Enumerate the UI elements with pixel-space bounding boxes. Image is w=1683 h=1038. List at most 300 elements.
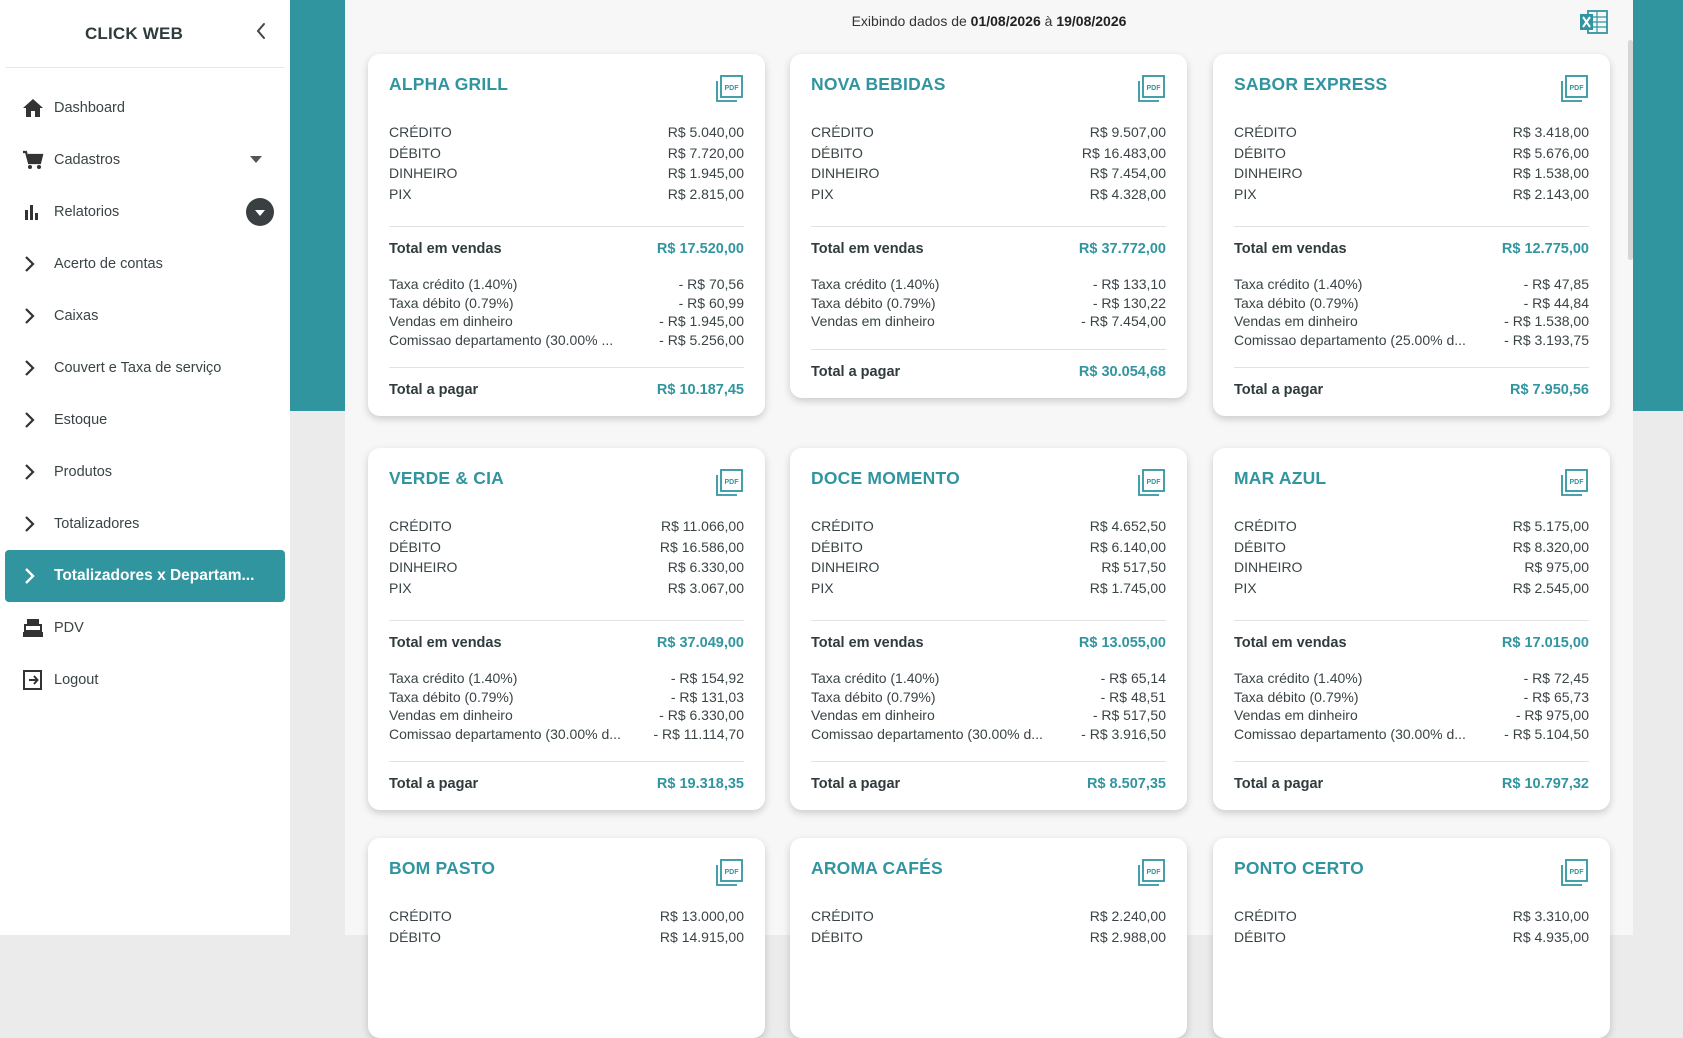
payment-value: R$ 4.652,50	[1089, 518, 1166, 534]
logout-icon	[22, 667, 48, 693]
payment-value: R$ 5.175,00	[1512, 518, 1589, 534]
deduction-value: - R$ 60,99	[678, 294, 744, 311]
department-card	[1213, 448, 1610, 810]
divider	[389, 367, 744, 368]
payment-row	[389, 122, 744, 143]
deduction-label: Taxa crédito (1.40%)	[811, 670, 940, 686]
payment-value: R$ 4.935,00	[1512, 928, 1589, 945]
total-sales-value: R$ 17.520,00	[656, 241, 744, 257]
card-title: BOM PASTO	[389, 858, 496, 878]
main-content	[345, 0, 1633, 945]
total-pay-value: R$ 7.950,56	[1509, 382, 1589, 398]
payments-list	[1234, 516, 1589, 598]
deduction-value: - R$ 72,45	[1523, 670, 1589, 686]
payment-row	[811, 557, 1166, 578]
deduction-row	[389, 725, 744, 744]
pdf-icon	[1559, 85, 1589, 108]
date-from: 01/08/2026	[970, 13, 1041, 29]
pdf-icon	[1559, 869, 1589, 892]
total-pay-value: R$ 10.797,32	[1501, 776, 1589, 792]
total-pay-label: Total a pagar	[811, 363, 901, 380]
header-band-left	[290, 0, 345, 411]
deduction-label: Taxa crédito (1.40%)	[389, 276, 518, 292]
total-sales-value: R$ 37.772,00	[1078, 241, 1166, 257]
deduction-value: - R$ 65,73	[1523, 688, 1589, 705]
payments-list	[811, 516, 1166, 598]
payment-row	[1234, 927, 1589, 948]
payments-list	[389, 516, 744, 598]
sidebar-item-produtos[interactable]	[0, 446, 290, 498]
department-card	[790, 54, 1187, 398]
deduction-label: Taxa crédito (1.40%)	[389, 670, 518, 686]
sidebar-item-logout[interactable]	[0, 654, 290, 706]
payment-value: R$ 5.676,00	[1512, 144, 1589, 161]
card-title: ALPHA GRILL	[389, 74, 509, 94]
divider	[1234, 620, 1589, 621]
payment-value: R$ 1.745,00	[1089, 579, 1166, 596]
divider	[1234, 226, 1589, 227]
payment-value: R$ 5.040,00	[667, 124, 744, 140]
deduction-row	[1234, 294, 1589, 313]
deduction-label: Vendas em dinheiro	[811, 707, 935, 723]
deduction-label: Taxa débito (0.79%)	[389, 294, 514, 311]
deduction-value: - R$ 3.193,75	[1504, 331, 1589, 348]
deduction-value: - R$ 48,51	[1100, 688, 1166, 705]
deduction-value: - R$ 154,92	[670, 670, 744, 686]
total-sales-label: Total em vendas	[389, 635, 502, 651]
total-sales-row	[389, 241, 744, 257]
payment-method: PIX	[811, 185, 834, 202]
pdf-icon	[1136, 85, 1166, 108]
deduction-row	[389, 688, 744, 707]
chevron-right-icon	[22, 511, 48, 537]
payment-method: CRÉDITO	[389, 908, 452, 924]
deduction-label: Taxa crédito (1.40%)	[1234, 276, 1363, 292]
sidebar-item-totalizadores[interactable]	[0, 498, 290, 550]
pdf-export-button[interactable]	[1136, 74, 1166, 104]
sidebar-item-caixas[interactable]	[0, 290, 290, 342]
payments-list	[811, 906, 1166, 947]
deduction-row	[1234, 688, 1589, 707]
deduction-label: Comissao departamento (25.00% d...	[1234, 331, 1466, 348]
excel-icon	[1579, 9, 1609, 35]
sidebar-item-relatorios[interactable]	[0, 186, 290, 238]
total-pay-row	[811, 776, 1166, 792]
sidebar-item-label: Relatorios	[54, 204, 120, 220]
sidebar-item-label: Dashboard	[54, 100, 125, 116]
total-pay-row	[811, 364, 1166, 380]
deduction-row	[1234, 669, 1589, 688]
total-pay-row	[1234, 382, 1589, 398]
cart-icon	[22, 147, 48, 173]
sidebar-item-label: Totalizadores	[54, 516, 140, 532]
deduction-value: - R$ 70,56	[678, 276, 744, 292]
sidebar-item-totalizadores-departamento[interactable]	[5, 550, 285, 602]
deduction-label: Comissao departamento (30.00% d...	[811, 725, 1043, 742]
payment-method: CRÉDITO	[1234, 518, 1297, 534]
total-pay-row	[389, 776, 744, 792]
deduction-label: Vendas em dinheiro	[389, 313, 513, 329]
sidebar-item-label: Estoque	[54, 412, 108, 428]
payment-method: DINHEIRO	[811, 559, 880, 575]
payment-value: R$ 6.140,00	[1089, 538, 1166, 555]
payment-method: DINHEIRO	[389, 165, 458, 181]
deduction-row	[811, 706, 1166, 725]
payment-row	[1234, 516, 1589, 537]
total-pay-label: Total a pagar	[389, 776, 479, 792]
payment-row	[389, 184, 744, 205]
deduction-row	[1234, 275, 1589, 294]
date-range-prefix: Exibindo dados de	[851, 13, 967, 29]
payment-row	[811, 516, 1166, 537]
total-sales-row	[389, 635, 744, 651]
total-sales-row	[811, 635, 1166, 651]
pdf-export-button[interactable]	[714, 468, 744, 498]
total-pay-row	[389, 382, 744, 398]
deduction-row	[811, 669, 1166, 688]
svg-text:PDF: PDF	[1569, 479, 1584, 486]
payment-row	[389, 578, 744, 599]
deduction-value: - R$ 44,84	[1523, 294, 1589, 311]
total-sales-label: Total em vendas	[1234, 241, 1347, 257]
payment-value: R$ 6.330,00	[667, 559, 744, 575]
payment-method: CRÉDITO	[1234, 124, 1297, 140]
payment-method: DINHEIRO	[1234, 559, 1303, 575]
card-title: DOCE MOMENTO	[811, 468, 960, 488]
deduction-row	[1234, 706, 1589, 725]
payment-method: CRÉDITO	[811, 518, 874, 534]
payment-method: PIX	[389, 579, 412, 596]
home-icon	[22, 95, 48, 121]
deductions-list	[811, 275, 1166, 331]
chevron-left-icon	[255, 22, 267, 40]
sidebar-nav	[0, 82, 290, 706]
svg-text:PDF: PDF	[724, 869, 739, 876]
deduction-value: - R$ 7.454,00	[1081, 313, 1166, 329]
payment-method: CRÉDITO	[811, 124, 874, 140]
divider	[1234, 761, 1589, 762]
deduction-value: - R$ 1.945,00	[659, 313, 744, 329]
payment-method: DÉBITO	[389, 928, 441, 945]
deduction-label: Taxa crédito (1.40%)	[1234, 670, 1363, 686]
total-pay-value: R$ 19.318,35	[656, 776, 744, 792]
svg-text:PDF: PDF	[1569, 869, 1584, 876]
payment-row	[1234, 163, 1589, 184]
deduction-row	[1234, 312, 1589, 331]
payment-value: R$ 2.143,00	[1512, 185, 1589, 202]
deduction-row	[389, 294, 744, 313]
sidebar-item-cadastros[interactable]	[0, 134, 290, 186]
payment-row	[811, 163, 1166, 184]
payment-value: R$ 4.328,00	[1089, 185, 1166, 202]
payment-method: DÉBITO	[811, 538, 863, 555]
payment-value: R$ 2.545,00	[1512, 579, 1589, 596]
total-sales-label: Total em vendas	[811, 241, 924, 257]
payment-method: DÉBITO	[811, 144, 863, 161]
card-title: MAR AZUL	[1234, 468, 1327, 488]
department-card	[368, 838, 765, 1038]
total-sales-label: Total em vendas	[389, 241, 502, 257]
deduction-value: - R$ 3.916,50	[1081, 725, 1166, 742]
payment-value: R$ 11.066,00	[660, 518, 744, 534]
payment-row	[1234, 578, 1589, 599]
payment-value: R$ 13.000,00	[659, 908, 744, 924]
chevron-right-icon	[22, 251, 48, 277]
payment-method: DÉBITO	[1234, 538, 1286, 555]
payment-row	[811, 906, 1166, 927]
deductions-list	[811, 669, 1166, 743]
deduction-value: - R$ 47,85	[1523, 276, 1589, 292]
total-pay-value: R$ 30.054,68	[1078, 363, 1166, 380]
payment-value: R$ 7.454,00	[1089, 165, 1166, 181]
payment-value: R$ 2.240,00	[1089, 908, 1166, 924]
payment-row	[811, 143, 1166, 164]
payment-row	[389, 906, 744, 927]
deduction-value: - R$ 133,10	[1092, 276, 1166, 292]
expand-circle-icon[interactable]	[246, 198, 274, 226]
sidebar-item-estoque[interactable]	[0, 394, 290, 446]
sidebar-item-acerto-de-contas[interactable]	[0, 238, 290, 290]
payment-value: R$ 8.320,00	[1512, 538, 1589, 555]
payment-row	[389, 537, 744, 558]
date-to: 19/08/2026	[1056, 13, 1127, 29]
total-pay-label: Total a pagar	[811, 776, 901, 792]
pdf-export-button[interactable]	[1136, 858, 1166, 888]
payment-value: R$ 1.538,00	[1512, 165, 1589, 181]
payment-method: CRÉDITO	[811, 908, 874, 924]
deduction-row	[811, 688, 1166, 707]
department-card	[790, 448, 1187, 810]
total-pay-label: Total a pagar	[1234, 382, 1324, 398]
payment-value: R$ 3.067,00	[667, 579, 744, 596]
sidebar	[0, 0, 290, 935]
sidebar-header	[6, 0, 284, 68]
deduction-value: - R$ 6.330,00	[659, 707, 744, 723]
payment-method: DÉBITO	[811, 928, 863, 945]
sidebar-item-dashboard[interactable]	[0, 82, 290, 134]
payment-value: R$ 975,00	[1524, 559, 1589, 575]
pdf-icon	[714, 869, 744, 892]
total-sales-value: R$ 13.055,00	[1078, 635, 1166, 651]
payment-value: R$ 517,50	[1101, 559, 1166, 575]
sidebar-item-couvert[interactable]	[0, 342, 290, 394]
department-card	[368, 448, 765, 810]
svg-text:PDF: PDF	[1146, 85, 1161, 92]
deduction-label: Taxa débito (0.79%)	[811, 294, 936, 311]
pdf-export-button[interactable]	[1559, 74, 1589, 104]
deduction-label: Vendas em dinheiro	[811, 313, 935, 329]
payment-row	[811, 537, 1166, 558]
payment-value: R$ 1.945,00	[667, 165, 744, 181]
sidebar-item-label: Cadastros	[54, 152, 121, 168]
deduction-value: - R$ 131,03	[670, 688, 744, 705]
deduction-value: - R$ 975,00	[1515, 707, 1589, 723]
deduction-value: - R$ 5.104,50	[1504, 725, 1589, 742]
deduction-row	[389, 331, 744, 350]
total-sales-value: R$ 17.015,00	[1501, 635, 1589, 651]
collapse-sidebar-button[interactable]	[248, 16, 274, 46]
total-sales-value: R$ 37.049,00	[656, 635, 744, 651]
total-pay-row	[1234, 776, 1589, 792]
payment-value: R$ 7.720,00	[667, 144, 744, 161]
card-title: AROMA CAFÉS	[811, 858, 943, 878]
deduction-row	[389, 669, 744, 688]
total-sales-label: Total em vendas	[811, 635, 924, 651]
pdf-export-button[interactable]	[714, 858, 744, 888]
divider	[389, 226, 744, 227]
brand-title: CLICK WEB	[84, 23, 184, 43]
payment-method: PIX	[389, 185, 412, 202]
payment-method: PIX	[811, 579, 834, 596]
sidebar-item-label: Produtos	[54, 464, 113, 480]
deduction-value: - R$ 5.256,00	[659, 331, 744, 348]
chevron-right-icon	[22, 459, 48, 485]
payment-method: DINHEIRO	[811, 165, 880, 181]
payment-value: R$ 2.988,00	[1089, 928, 1166, 945]
svg-text:PDF: PDF	[1146, 479, 1161, 486]
divider	[811, 761, 1166, 762]
payment-row	[389, 516, 744, 537]
total-sales-row	[1234, 635, 1589, 651]
department-card	[1213, 54, 1610, 416]
divider	[811, 620, 1166, 621]
pdf-icon	[1559, 479, 1589, 502]
payment-row	[811, 122, 1166, 143]
sidebar-item-label: PDV	[54, 620, 84, 636]
bar-chart-icon	[22, 199, 48, 225]
divider	[811, 226, 1166, 227]
payment-row	[1234, 557, 1589, 578]
deduction-row	[811, 312, 1166, 331]
caret-down-icon[interactable]	[250, 156, 262, 163]
divider	[389, 620, 744, 621]
scrollbar[interactable]	[1628, 40, 1633, 260]
sidebar-item-label: Couvert e Taxa de serviço	[54, 360, 222, 376]
divider	[811, 349, 1166, 350]
total-sales-row	[1234, 241, 1589, 257]
payment-method: PIX	[1234, 579, 1257, 596]
divider	[389, 761, 744, 762]
card-title: SABOR EXPRESS	[1234, 74, 1388, 94]
pdf-export-button[interactable]	[1559, 468, 1589, 498]
deduction-label: Taxa débito (0.79%)	[389, 688, 514, 705]
total-pay-value: R$ 10.187,45	[656, 382, 744, 398]
payment-method: DÉBITO	[389, 538, 441, 555]
deduction-value: - R$ 1.538,00	[1504, 313, 1589, 329]
sidebar-item-label: Acerto de contas	[54, 256, 163, 272]
total-sales-label: Total em vendas	[1234, 635, 1347, 651]
payment-method: CRÉDITO	[389, 518, 452, 534]
payment-row	[389, 557, 744, 578]
date-separator: à	[1044, 13, 1053, 29]
date-range	[345, 13, 1633, 29]
card-title: PONTO CERTO	[1234, 858, 1364, 878]
payment-row	[811, 927, 1166, 948]
pdf-export-button[interactable]	[1559, 858, 1589, 888]
payment-row	[1234, 143, 1589, 164]
total-sales-value: R$ 12.775,00	[1501, 241, 1589, 257]
deductions-list	[1234, 669, 1589, 743]
svg-text:PDF: PDF	[1569, 85, 1584, 92]
deduction-row	[389, 275, 744, 294]
deduction-label: Comissao departamento (30.00% d...	[389, 725, 621, 742]
deduction-row	[389, 312, 744, 331]
deduction-label: Taxa débito (0.79%)	[811, 688, 936, 705]
deduction-row	[1234, 725, 1589, 744]
payment-value: R$ 14.915,00	[659, 928, 744, 945]
deduction-label: Taxa crédito (1.40%)	[811, 276, 940, 292]
deductions-list	[389, 669, 744, 743]
payment-value: R$ 16.483,00	[1081, 144, 1166, 161]
deduction-value: - R$ 11.114,70	[653, 725, 744, 742]
payment-row	[389, 163, 744, 184]
payment-method: DINHEIRO	[1234, 165, 1303, 181]
payment-row	[811, 184, 1166, 205]
payments-list	[389, 122, 744, 204]
pdf-export-button[interactable]	[714, 74, 744, 104]
payment-value: R$ 9.507,00	[1089, 124, 1166, 140]
deduction-row	[811, 725, 1166, 744]
export-excel-button[interactable]	[1579, 9, 1609, 35]
deduction-row	[389, 706, 744, 725]
card-title: VERDE & CIA	[389, 468, 504, 488]
deduction-label: Comissao departamento (30.00% ...	[389, 331, 614, 348]
payment-value: R$ 16.586,00	[659, 538, 744, 555]
payment-method: DÉBITO	[389, 144, 441, 161]
deduction-value: - R$ 65,14	[1100, 670, 1166, 686]
payments-list	[1234, 122, 1589, 204]
chevron-right-icon	[22, 407, 48, 433]
total-pay-value: R$ 8.507,35	[1086, 776, 1166, 792]
payments-list	[811, 122, 1166, 204]
payment-row	[1234, 184, 1589, 205]
payment-value: R$ 3.310,00	[1512, 908, 1589, 924]
department-card	[368, 54, 765, 416]
total-pay-label: Total a pagar	[1234, 776, 1324, 792]
deduction-label: Vendas em dinheiro	[389, 707, 513, 723]
payment-row	[1234, 537, 1589, 558]
payment-row	[389, 143, 744, 164]
payment-method: DÉBITO	[1234, 928, 1286, 945]
deduction-value: - R$ 517,50	[1092, 707, 1166, 723]
svg-text:PDF: PDF	[1146, 869, 1161, 876]
payment-method: DÉBITO	[1234, 144, 1286, 161]
pdf-icon	[714, 85, 744, 108]
payment-row	[1234, 906, 1589, 927]
deduction-label: Vendas em dinheiro	[1234, 313, 1358, 329]
deduction-row	[811, 275, 1166, 294]
sidebar-item-label: Totalizadores x Departam...	[54, 567, 255, 584]
pdf-icon	[714, 479, 744, 502]
deduction-label: Comissao departamento (30.00% d...	[1234, 725, 1466, 742]
department-card	[1213, 838, 1610, 1038]
payment-row	[1234, 122, 1589, 143]
sidebar-item-label: Logout	[54, 672, 99, 688]
chevron-right-icon	[22, 563, 48, 589]
deduction-label: Taxa débito (0.79%)	[1234, 688, 1359, 705]
payment-method: PIX	[1234, 185, 1257, 202]
deduction-value: - R$ 130,22	[1092, 294, 1166, 311]
payment-method: DINHEIRO	[389, 559, 458, 575]
svg-text:PDF: PDF	[724, 479, 739, 486]
department-card	[790, 838, 1187, 1038]
sidebar-item-label: Caixas	[54, 308, 99, 324]
pdf-export-button[interactable]	[1136, 468, 1166, 498]
deductions-list	[389, 275, 744, 349]
sidebar-item-pdv[interactable]	[0, 602, 290, 654]
pdf-icon	[1136, 479, 1166, 502]
divider	[1234, 367, 1589, 368]
